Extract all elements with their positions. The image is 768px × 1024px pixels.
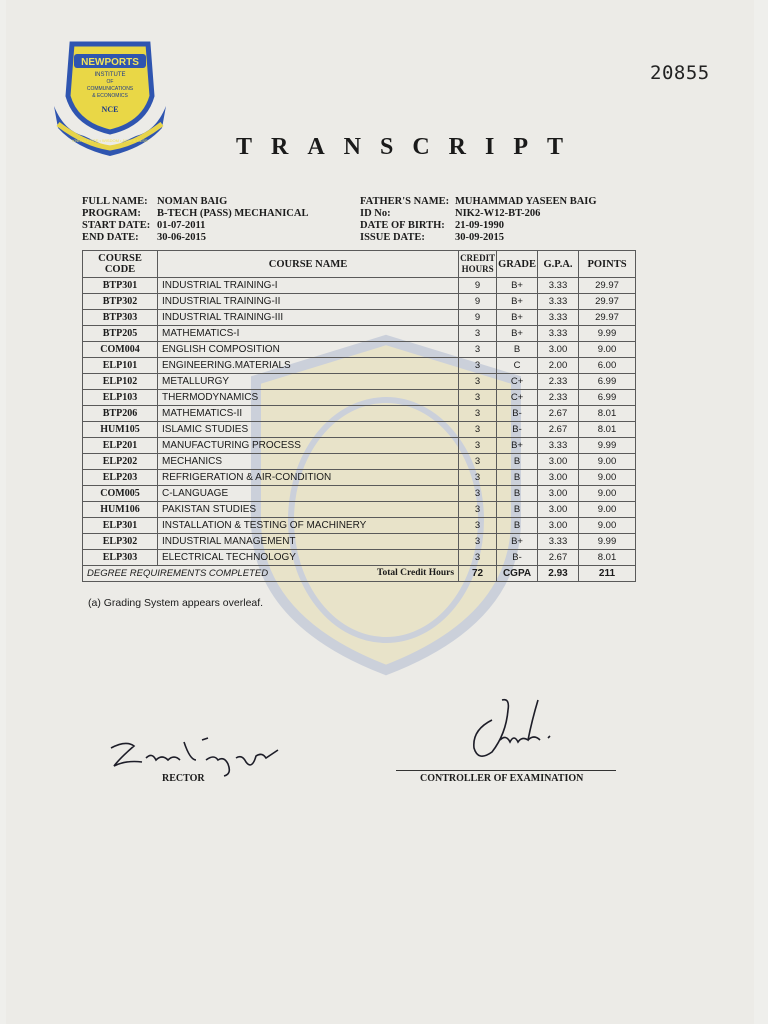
course-code-cell: COM004	[83, 342, 158, 358]
grades-table	[82, 250, 636, 582]
header-course-name: COURSE NAME	[158, 251, 459, 278]
header-points: POINTS	[579, 251, 636, 278]
table-row	[83, 294, 636, 310]
table-row	[83, 374, 636, 390]
grading-note: (a) Grading System appears overleaf.	[88, 597, 264, 609]
course-name-cell: ISLAMIC STUDIES	[158, 422, 459, 438]
logo-name: NEWPORTS	[81, 57, 139, 68]
course-code-cell: ELP302	[83, 534, 158, 550]
logo-line4: COMMUNICATIONS	[86, 86, 134, 92]
end-date-value: 30-06-2015	[157, 232, 206, 243]
course-code-cell: ELP102	[83, 374, 158, 390]
grade-cell: B-	[497, 422, 538, 438]
points-cell: 9.00	[579, 342, 636, 358]
course-name-cell: MATHEMATICS-I	[158, 326, 459, 342]
course-name-cell: C-LANGUAGE	[158, 486, 459, 502]
gpa-cell: 3.33	[538, 326, 579, 342]
program-label: PROGRAM:	[82, 208, 141, 219]
issue-date-label: ISSUE DATE:	[360, 232, 425, 243]
credit-hours-cell: 3	[459, 358, 497, 374]
credit-hours-cell: 3	[459, 534, 497, 550]
course-name-cell: METALLURGY	[158, 374, 459, 390]
gpa-cell: 3.33	[538, 278, 579, 294]
logo-line3: OF	[106, 79, 114, 85]
course-name-cell: MANUFACTURING PROCESS	[158, 438, 459, 454]
course-code-cell: ELP301	[83, 518, 158, 534]
credit-hours-cell: 9	[459, 278, 497, 294]
start-date-label: START DATE:	[82, 220, 151, 231]
course-code-cell: ELP103	[83, 390, 158, 406]
table-row	[83, 550, 636, 566]
credit-hours-cell: 3	[459, 342, 497, 358]
dob-label: DATE OF BIRTH:	[360, 220, 445, 231]
course-code-cell: BTP303	[83, 310, 158, 326]
credit-hours-cell: 3	[459, 326, 497, 342]
father-name-label: FATHER'S NAME:	[360, 196, 450, 207]
gpa-cell: 3.00	[538, 518, 579, 534]
id-value: NIK2-W12-BT-206	[455, 208, 541, 219]
points-cell: 9.99	[579, 438, 636, 454]
logo-line2: INSTITUTE	[94, 72, 126, 78]
credit-hours-cell: 3	[459, 390, 497, 406]
credit-hours-cell: 3	[459, 550, 497, 566]
points-cell: 9.99	[579, 534, 636, 550]
points-cell: 9.00	[579, 454, 636, 470]
course-code-cell: ELP303	[83, 550, 158, 566]
header-gpa: G.P.A.	[538, 251, 579, 278]
points-cell: 29.97	[579, 278, 636, 294]
full-name-value: NOMAN BAIG	[157, 196, 228, 207]
page-title: TRANSCRIPT	[236, 134, 583, 160]
table-row	[83, 422, 636, 438]
course-code-cell: ELP101	[83, 358, 158, 374]
course-name-cell: ENGINEERING.MATERIALS	[158, 358, 459, 374]
points-cell: 8.01	[579, 550, 636, 566]
grade-cell: B+	[497, 278, 538, 294]
table-row	[83, 406, 636, 422]
course-name-cell: INDUSTRIAL TRAINING-III	[158, 310, 459, 326]
transcript-page	[6, 0, 754, 1024]
table-footer-row	[83, 566, 636, 582]
gpa-cell: 3.00	[538, 486, 579, 502]
course-name-cell: INDUSTRIAL TRAINING-II	[158, 294, 459, 310]
credit-hours-cell: 3	[459, 470, 497, 486]
student-info-left	[82, 196, 308, 244]
points-cell: 8.01	[579, 422, 636, 438]
course-name-cell: THERMODYNAMICS	[158, 390, 459, 406]
points-cell: 9.00	[579, 502, 636, 518]
credit-hours-cell: 3	[459, 454, 497, 470]
cgpa-label: CGPA	[497, 566, 538, 582]
controller-signature-line	[396, 770, 616, 771]
table-row	[83, 470, 636, 486]
serial-number: 20855	[650, 62, 710, 84]
credit-hours-cell: 3	[459, 502, 497, 518]
gpa-cell: 2.67	[538, 406, 579, 422]
grade-cell: B	[497, 470, 538, 486]
credit-hours-cell: 3	[459, 486, 497, 502]
gpa-cell: 3.33	[538, 438, 579, 454]
gpa-cell: 2.33	[538, 374, 579, 390]
table-row	[83, 326, 636, 342]
grade-cell: B	[497, 342, 538, 358]
grade-rows	[83, 278, 636, 566]
grade-cell: B	[497, 502, 538, 518]
end-date-label: END DATE:	[82, 232, 139, 243]
course-code-cell: ELP203	[83, 470, 158, 486]
total-credit-hours-value: 72	[459, 566, 497, 582]
points-cell: 9.00	[579, 486, 636, 502]
gpa-cell: 3.33	[538, 310, 579, 326]
logo-line5: & ECONOMICS	[92, 93, 128, 99]
gpa-cell: 3.00	[538, 342, 579, 358]
total-credit-hours-label: Total Credit Hours	[377, 568, 455, 578]
gpa-cell: 3.00	[538, 502, 579, 518]
gpa-cell: 3.00	[538, 454, 579, 470]
table-row	[83, 486, 636, 502]
program-value: B-TECH (PASS) MECHANICAL	[157, 208, 309, 219]
credit-hours-cell: 3	[459, 374, 497, 390]
points-cell: 9.00	[579, 518, 636, 534]
gpa-cell: 3.33	[538, 294, 579, 310]
course-name-cell: ENGLISH COMPOSITION	[158, 342, 459, 358]
course-name-cell: INSTALLATION & TESTING OF MACHINERY	[158, 518, 459, 534]
grade-cell: B-	[497, 406, 538, 422]
course-code-cell: BTP206	[83, 406, 158, 422]
full-name-label: FULL NAME:	[82, 196, 148, 207]
course-code-cell: BTP302	[83, 294, 158, 310]
points-cell: 29.97	[579, 310, 636, 326]
grade-cell: C+	[497, 374, 538, 390]
grade-cell: B+	[497, 438, 538, 454]
grade-cell: B	[497, 518, 538, 534]
grade-cell: C	[497, 358, 538, 374]
points-cell: 9.99	[579, 326, 636, 342]
header-course-code: COURSE CODE	[83, 251, 158, 278]
gpa-cell: 2.00	[538, 358, 579, 374]
course-name-cell: MATHEMATICS-II	[158, 406, 459, 422]
gpa-cell: 2.33	[538, 390, 579, 406]
credit-hours-cell: 3	[459, 406, 497, 422]
student-info-right	[360, 196, 597, 244]
grade-cell: B+	[497, 326, 538, 342]
controller-signature	[462, 690, 562, 770]
points-cell: 6.00	[579, 358, 636, 374]
logo-motto: KNOWLEDGE • WISDOM • AWARENESS	[72, 138, 148, 143]
course-code-cell: ELP201	[83, 438, 158, 454]
grade-cell: B+	[497, 534, 538, 550]
table-header-row	[83, 251, 636, 278]
start-date-value: 01-07-2011	[157, 220, 206, 231]
table-row	[83, 310, 636, 326]
grade-cell: B	[497, 454, 538, 470]
points-cell: 9.00	[579, 470, 636, 486]
table-row	[83, 502, 636, 518]
grade-cell: C+	[497, 390, 538, 406]
table-row	[83, 342, 636, 358]
credit-hours-cell: 3	[459, 518, 497, 534]
grade-cell: B-	[497, 550, 538, 566]
table-row	[83, 278, 636, 294]
id-label: ID No:	[360, 208, 391, 219]
course-name-cell: ELECTRICAL TECHNOLOGY	[158, 550, 459, 566]
table-row	[83, 358, 636, 374]
course-code-cell: BTP205	[83, 326, 158, 342]
credit-hours-cell: 9	[459, 294, 497, 310]
father-name-value: MUHAMMAD YASEEN BAIG	[455, 196, 597, 207]
credit-hours-cell: 3	[459, 438, 497, 454]
course-name-cell: MECHANICS	[158, 454, 459, 470]
points-cell: 6.99	[579, 390, 636, 406]
table-row	[83, 518, 636, 534]
controller-label: CONTROLLER OF EXAMINATION	[420, 773, 584, 784]
points-cell: 29.97	[579, 294, 636, 310]
credit-hours-cell: 9	[459, 310, 497, 326]
degree-completed-text: DEGREE REQUIREMENTS COMPLETED	[87, 568, 269, 579]
grade-cell: B+	[497, 310, 538, 326]
header-grade: GRADE	[497, 251, 538, 278]
total-points-value: 211	[579, 566, 636, 582]
course-code-cell: ELP202	[83, 454, 158, 470]
table-row	[83, 454, 636, 470]
credit-hours-cell: 3	[459, 422, 497, 438]
table-row	[83, 390, 636, 406]
table-row	[83, 534, 636, 550]
gpa-cell: 3.00	[538, 470, 579, 486]
gpa-cell: 2.67	[538, 550, 579, 566]
rector-label: RECTOR	[162, 773, 205, 784]
course-name-cell: PAKISTAN STUDIES	[158, 502, 459, 518]
course-code-cell: BTP301	[83, 278, 158, 294]
cgpa-value: 2.93	[538, 566, 579, 582]
points-cell: 6.99	[579, 374, 636, 390]
gpa-cell: 2.67	[538, 422, 579, 438]
course-name-cell: INDUSTRIAL MANAGEMENT	[158, 534, 459, 550]
grade-cell: B	[497, 486, 538, 502]
points-cell: 8.01	[579, 406, 636, 422]
institute-logo	[44, 36, 176, 160]
grade-cell: B+	[497, 294, 538, 310]
gpa-cell: 3.33	[538, 534, 579, 550]
course-code-cell: COM005	[83, 486, 158, 502]
dob-value: 21-09-1990	[455, 220, 504, 231]
logo-abbr: NCE	[101, 105, 119, 114]
course-code-cell: HUM105	[83, 422, 158, 438]
issue-date-value: 30-09-2015	[455, 232, 504, 243]
table-row	[83, 438, 636, 454]
course-code-cell: HUM106	[83, 502, 158, 518]
header-credit-hours: CREDIT HOURS	[459, 251, 497, 278]
course-name-cell: INDUSTRIAL TRAINING-I	[158, 278, 459, 294]
course-name-cell: REFRIGERATION & AIR-CONDITION	[158, 470, 459, 486]
